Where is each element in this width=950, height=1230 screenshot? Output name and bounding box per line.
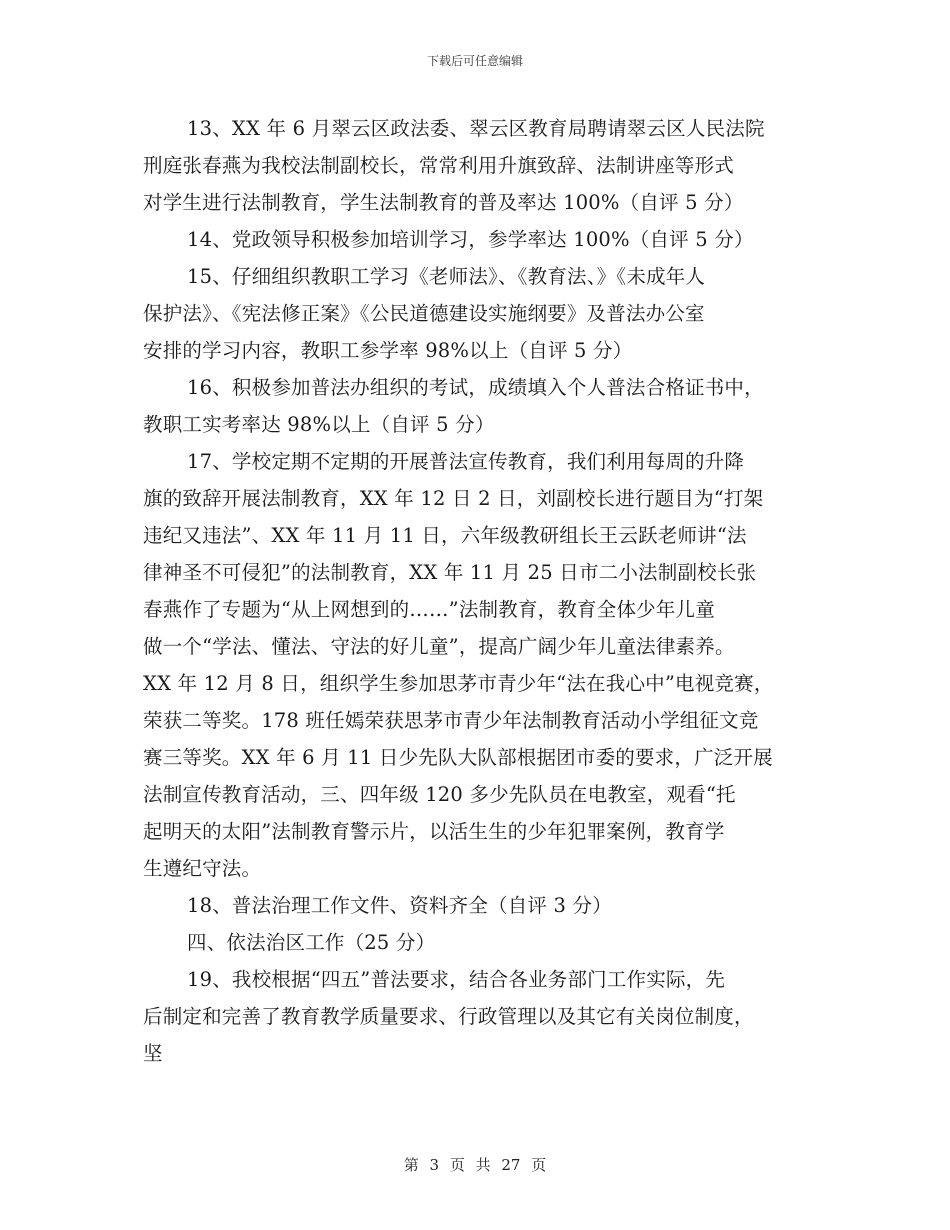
text-line: 荣获二等奖。178 班任嫣荣获思茅市青少年法制教育活动小学组征文竞 — [143, 709, 759, 732]
document-body — [143, 110, 813, 1072]
text-line: 对学生进行法制教育，学生法制教育的普及率达 100%（自评 5 分） — [143, 191, 744, 214]
page-header: 下载后可任意编辑 — [426, 54, 523, 68]
text-line: 旗的致辞开展法制教育，XX 年 12 日 2 日，刘副校长进行题目为“打架 — [143, 487, 764, 510]
text-line: 法制宣传教育活动，三、四年级 120 多少先队员在电教室，观看“托 — [143, 783, 736, 806]
text-line: 律神圣不可侵犯”的法制教育，XX 年 11 月 25 日市二小法制副校长张 — [143, 561, 757, 584]
text-line: 14、党政领导积极参加培训学习，参学率达 100%（自评 5 分） — [187, 228, 754, 251]
text-line: XX 年 12 月 8 日，组织学生参加思茅市青少年“法在我心中”电视竞赛， — [143, 672, 774, 695]
text-line: 19、我校根据“四五”普法要求，结合各业务部门工作实际，先 — [187, 968, 726, 991]
page-number-footer: 第 3 页 共 27 页 — [403, 1156, 547, 1174]
text-line: 赛三等奖。XX 年 6 月 11 日少先队大队部根据团市委的要求，广泛开展 — [143, 746, 773, 769]
text-line: 18、普法治理工作文件、资料齐全（自评 3 分） — [187, 894, 612, 917]
text-line: 教职工实考率达 98%以上（自评 5 分） — [143, 413, 495, 436]
text-line: 17、学校定期不定期的开展普法宣传教育，我们利用每周的升降 — [187, 450, 745, 473]
text-line: 安排的学习内容，教职工参学率 98%以上（自评 5 分） — [143, 339, 633, 362]
text-line: 违纪又违法”、XX 年 11 月 11 日，六年级教研组长王云跃老师讲“法 — [143, 524, 747, 547]
text-line: 保护法》、《宪法修正案》《公民道德建设实施纲要》及普法办公室 — [143, 302, 705, 325]
text-line: 做一个“学法、懂法、守法的好儿童”，提高广阔少年儿童法律素养。 — [143, 635, 735, 658]
text-line: 16、积极参加普法办组织的考试，成绩填入个人普法合格证书中， — [187, 376, 764, 399]
text-line: 春燕作了专题为“从上网想到的……”法制教育，教育全体少年儿童 — [143, 598, 715, 621]
text-line: 刑庭张春燕为我校法制副校长，常常利用升旗致辞、法制讲座等形式 — [143, 154, 735, 177]
section-heading: 四、依法治区工作（25 分） — [187, 931, 436, 954]
text-line: 起明天的太阳”法制教育警示片，以活生生的少年犯罪案例，教育学 — [143, 820, 725, 843]
text-line: 13、XX 年 6 月翠云区政法委、翠云区教育局聘请翠云区人民法院 — [187, 117, 765, 140]
text-line: 坚 — [143, 1042, 163, 1065]
text-line: 生遵纪守法。 — [143, 857, 262, 880]
text-line: 15、仔细组织教职工学习《老师法》、《教育法、》《未成年人 — [187, 265, 706, 288]
text-line: 后制定和完善了教育教学质量要求、行政管理以及其它有关岗位制度， — [143, 1005, 754, 1028]
